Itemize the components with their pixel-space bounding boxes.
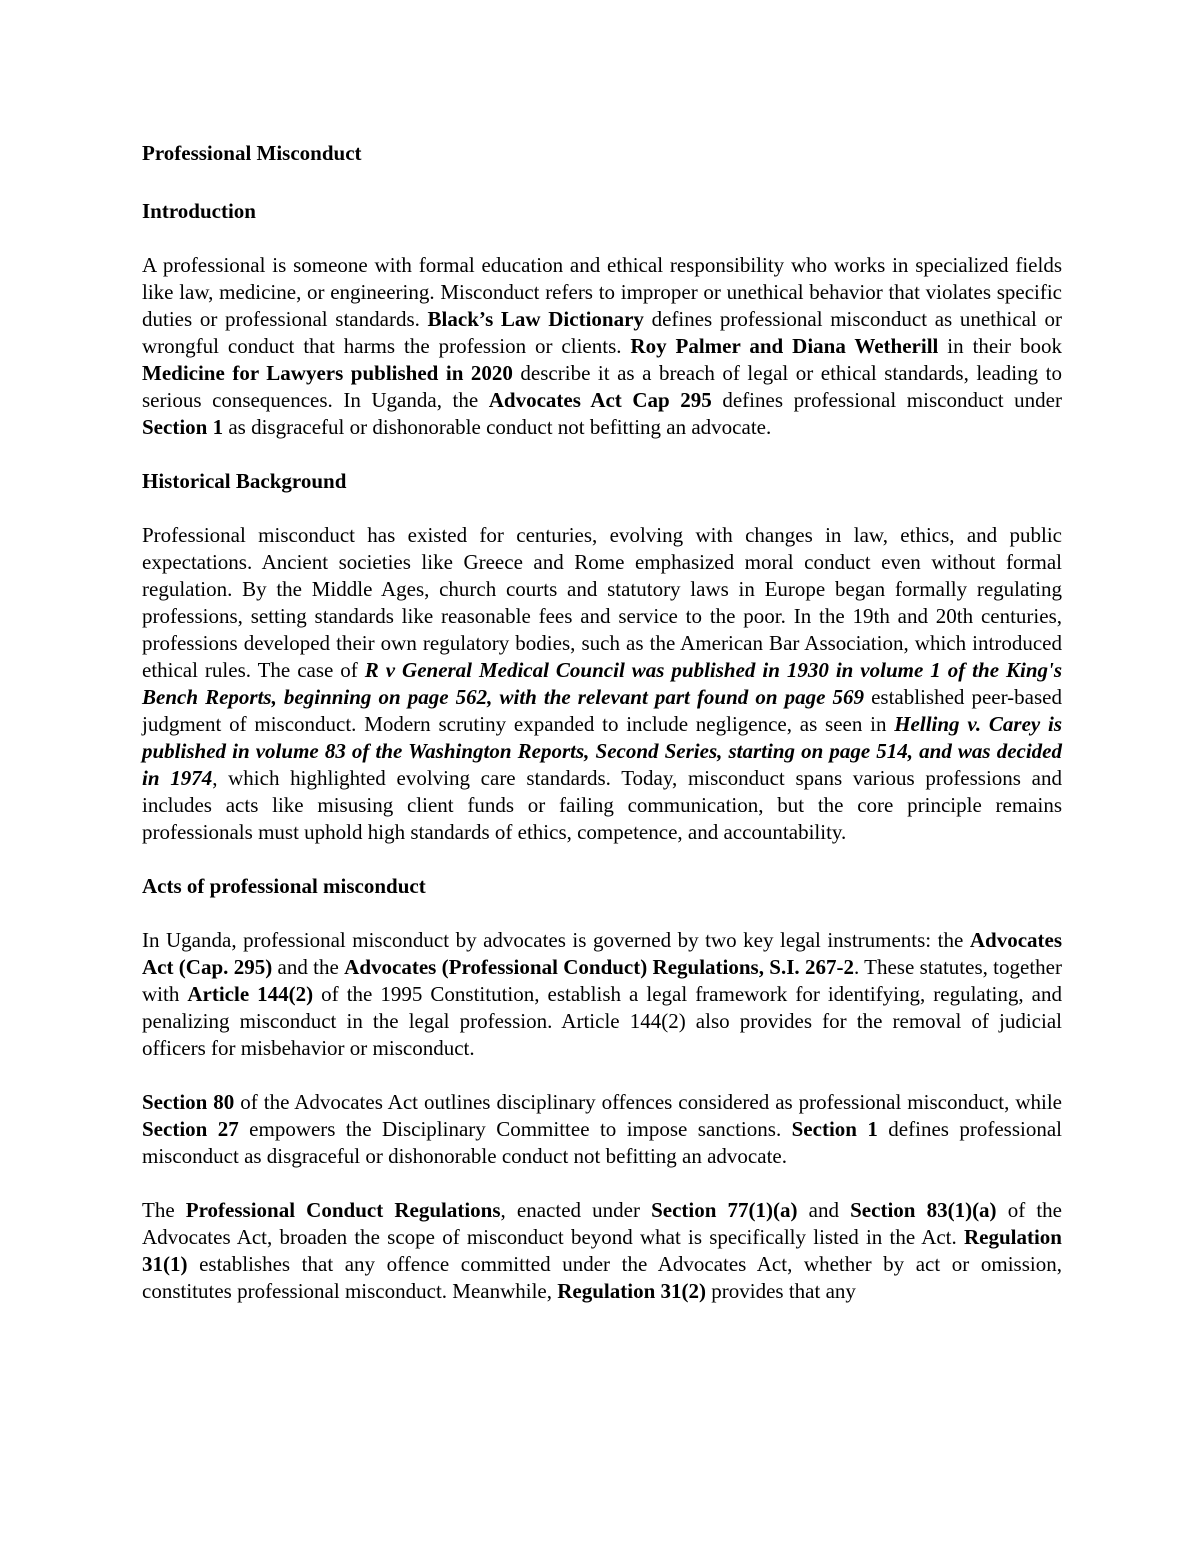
emphasized-citation: Helling v. Carey is published in volume 83 of the Washington Reports, Second Series, starting on page 514, and was decided in 1974 xyxy=(142,712,1062,790)
text-run: and the xyxy=(272,955,345,979)
paragraph xyxy=(142,522,1062,846)
emphasized-term: Section 1 xyxy=(791,1117,878,1141)
paragraph xyxy=(142,1197,1062,1305)
text-run: establishes that any offence committed under the Advocates Act, whether by act or omission, constitutes professional misconduct. Meanwhile, xyxy=(142,1252,1062,1303)
emphasized-term: Section 80 xyxy=(142,1090,235,1114)
text-run: and xyxy=(797,1198,851,1222)
emphasized-citation: R v General Medical Council was published in 1930 in volume 1 of the King's Bench Reports, beginning on page 562, with the relevant part found on page 569 xyxy=(142,658,1063,709)
emphasized-term: Roy Palmer and Diana Wetherill xyxy=(630,334,939,358)
text-run: of the Advocates Act, broaden the scope of misconduct beyond what is specifically listed in the Act. xyxy=(142,1198,1062,1249)
emphasized-term: Regulation 31(1) xyxy=(142,1225,1062,1276)
emphasized-term: Regulation 31(2) xyxy=(557,1279,707,1303)
emphasized-term: Black’s Law Dictionary xyxy=(427,307,644,331)
emphasized-term: Section 1 xyxy=(142,415,224,439)
text-run: of the Advocates Act outlines disciplinary offences considered as professional misconduct, while xyxy=(234,1090,1062,1114)
text-run: describe it as a breach of legal or ethical standards, leading to serious consequences. In Uganda, the xyxy=(142,361,1062,412)
text-run: of the 1995 Constitution, establish a legal framework for identifying, regulating, and penalizing misconduct in the legal profession. Article 144(2) also provides for the removal of judicial officers for misbehavior or misconduct. xyxy=(142,982,1062,1060)
document-title: Professional Misconduct xyxy=(142,141,362,165)
section-heading: Historical Background xyxy=(142,469,347,493)
emphasized-term: Advocates (Professional Conduct) Regulations, S.I. 267-2 xyxy=(344,955,854,979)
text-run: defines professional misconduct under xyxy=(711,388,1062,412)
text-run: defines professional misconduct as unethical or wrongful conduct that harms the profession or clients. xyxy=(142,307,1062,358)
text-run: The xyxy=(142,1198,186,1222)
emphasized-term: Medicine for Lawyers published in 2020 xyxy=(142,361,513,385)
paragraph xyxy=(142,927,1062,1062)
text-run: , enacted under xyxy=(500,1198,652,1222)
text-run: established peer-based judgment of misconduct. Modern scrutiny expanded to include negligence, as seen in xyxy=(142,685,1062,736)
emphasized-term: Advocates Act Cap 295 xyxy=(488,388,712,412)
text-run: . These statutes, together with xyxy=(142,955,1062,1006)
section-heading: Introduction xyxy=(142,199,256,223)
emphasized-term: Section 83(1)(a) xyxy=(850,1198,997,1222)
emphasized-term: Article 144(2) xyxy=(187,982,314,1006)
paragraph xyxy=(142,252,1062,441)
text-run: , which highlighted evolving care standards. Today, misconduct spans various professions and includes acts like misusing client funds or failing communication, but the core principle remains professionals must uphold high standards of ethics, competence, and accountability. xyxy=(142,766,1062,844)
text-run: defines professional misconduct as disgraceful or dishonorable conduct not befitting an advocate. xyxy=(142,1117,1062,1168)
paragraph xyxy=(142,1089,1062,1170)
emphasized-term: Section 77(1)(a) xyxy=(651,1198,798,1222)
text-run: as disgraceful or dishonorable conduct not befitting an advocate. xyxy=(223,415,772,439)
text-run: Professional misconduct has existed for centuries, evolving with changes in law, ethics, and public expectations. Ancient societies like Greece and Rome emphasized moral conduct even without formal regulation. By the Middle Ages, church courts and statutory laws in Europe began formally regulating professions, setting standards like reasonable fees and service to the poor. In the 19th and 20th centuries, professions developed their own regulatory bodies, such as the American Bar Association, which introduced ethical rules. The case of xyxy=(142,523,1062,682)
text-run: empowers the Disciplinary Committee to impose sanctions. xyxy=(238,1117,792,1141)
text-run: A professional is someone with formal education and ethical responsibility who works in specialized fields like law, medicine, or engineering. Misconduct refers to improper or unethical behavior that violates specific duties or professional standards. xyxy=(142,253,1062,331)
text-run: provides that any xyxy=(706,1279,856,1303)
emphasized-term: Professional Conduct Regulations xyxy=(185,1198,501,1222)
document-page xyxy=(142,140,1062,1332)
document-body xyxy=(142,198,1062,1305)
text-run: In Uganda, professional misconduct by advocates is governed by two key legal instruments: the xyxy=(142,928,970,952)
emphasized-term: Section 27 xyxy=(142,1117,239,1141)
text-run: in their book xyxy=(938,334,1062,358)
emphasized-term: Advocates Act (Cap. 295) xyxy=(142,928,1062,979)
section-heading: Acts of professional misconduct xyxy=(142,874,426,898)
